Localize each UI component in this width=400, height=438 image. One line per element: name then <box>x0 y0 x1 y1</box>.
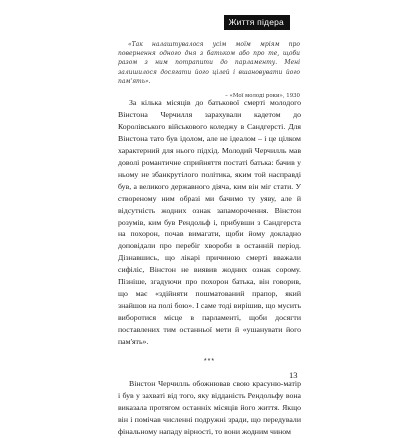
page-number: 13 <box>289 370 298 380</box>
section-separator: *** <box>203 358 216 366</box>
running-head: Життя підера <box>224 15 290 30</box>
body-text <box>118 97 301 438</box>
epigraph-text: «Так налаштувалося усім моїм мріям про повернення одного дня з батьком або про те, щоби разом з ним потрапити до парламенту. Мені залишилося досягати його цілей і вшановувати його пам'ять». <box>118 41 300 85</box>
epigraph <box>118 40 300 101</box>
epigraph-attribution: – «Мої молоді роки», 1930 <box>225 93 300 100</box>
paragraph: Вінстон Черчилль обожнював свою красуню-матір і був у захваті від того, яку відданість Рендольфу вона виказала протягом останніх місяців його життя. Якщо він і помічав численні подружні зради, що передували фінальному нападу вірності, то вони жодним чином <box>118 379 301 436</box>
paragraph: За кілька місяців до батькової смерті молодого Вінстона Черчилля зарахували кадетом до Королівського військового коледжу в Сандгерсті. Для Вінстона тато був ідолом, але не ідеалом – і це цілком характерний для нього підхід. Молодий Черчилль мав доволі романтичне сприйняття постаті батька: бачив у ньому не збанкрутілого політика, яким той насправді був, а великого державного діяча, ким він міг стати. У створеному ним образі ми бачимо ту уяву, але й відсутність жодних ознак запаморочення. Вінстон розумів, ким був Рендольф і, прибувши з Сандгерста на похорон, почав вимагати, щоби йому докладно доповідали про перебіг хвороби в останній період. Дізнавшись, що лікарі причиною смерті вважали сифіліс, Вінстон не виявив жодних ознак сорому. Пізніше, згадуючи про похорон батька, він говорив, що має «здійняти пошматований прапор, який знайшов на полі бою». І саме тоді вирішив, що мусить виборотися місце в парламенті, щоби досягти поставлених тим останньої мети й «ушанувати його пам'ять». <box>118 98 301 347</box>
